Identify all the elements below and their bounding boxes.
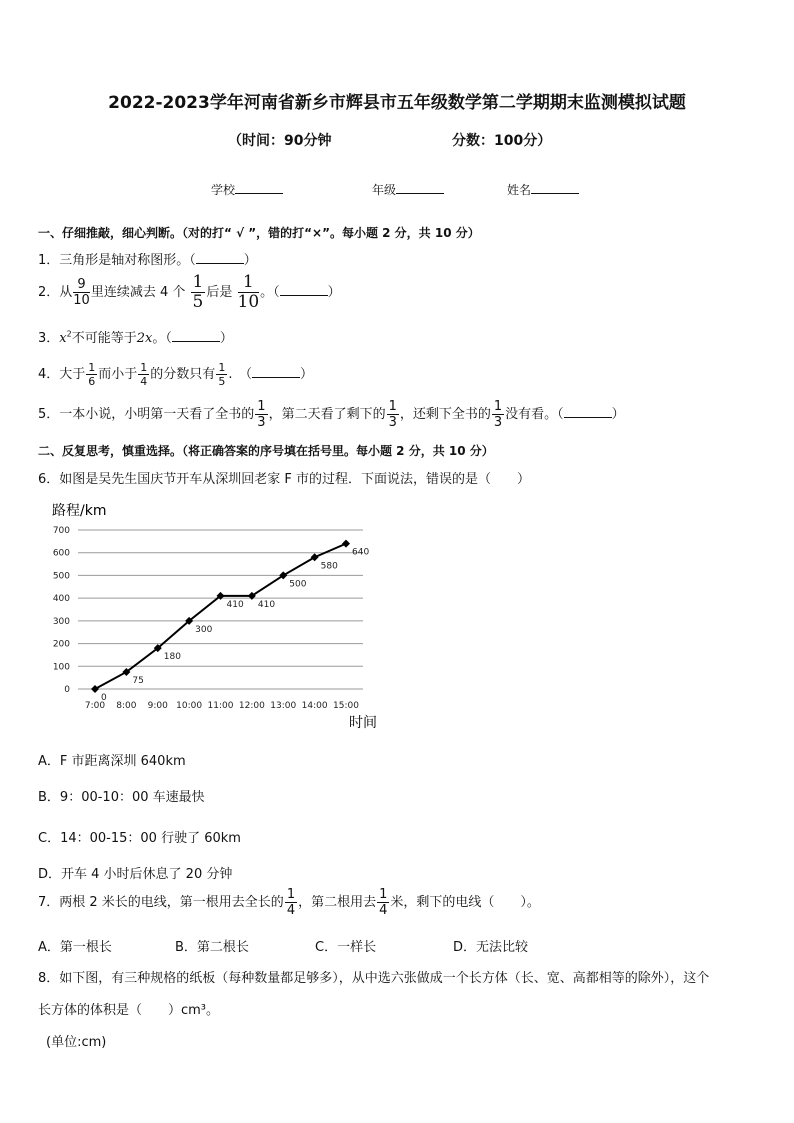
data-point: [311, 553, 319, 561]
option-6b: B．9：00-10：00 车速最快: [38, 790, 205, 805]
numerator: 1: [238, 274, 260, 293]
option-6d: D．开车 4 小时后休息了 20 分钟: [38, 867, 233, 882]
y-tick-label: 100: [52, 662, 70, 673]
x-tick-label: 7:00: [84, 701, 106, 711]
question-8-line1: 8．如下图，有三种规格的纸板（每种数量都足够多），从中选六张做成一个长方体（长、宽、高都相等的除外），这个: [38, 971, 710, 986]
y-tick-label: 600: [52, 548, 70, 559]
q2-mid: 里连续减去 4 个: [90, 285, 186, 300]
grade-field: [372, 181, 444, 198]
data-point: [342, 540, 350, 548]
grade-blank: [396, 181, 444, 194]
fraction: [216, 362, 227, 387]
y-tick-label: 400: [52, 594, 70, 605]
question-2: [38, 274, 341, 311]
denominator: 3: [388, 415, 397, 430]
data-label: 0: [101, 693, 107, 703]
q3-exponent: 2: [66, 329, 72, 339]
page-title: 2022-2023学年河南省新乡市辉县市五年级数学第二学期期末监测模拟试题: [108, 93, 686, 113]
numerator: 9: [73, 278, 90, 293]
option-7c: C．一样长: [315, 940, 377, 955]
y-tick-label: 500: [52, 571, 70, 582]
question-7: [38, 888, 540, 917]
option-6a: A．F 市距离深圳 640km: [38, 754, 186, 769]
data-label: 580: [320, 561, 338, 572]
q3-expr: 2x: [136, 331, 153, 346]
q7-post: 米，剩下的电线（ ）。: [390, 895, 540, 910]
fraction: [138, 362, 149, 387]
numerator: 1: [388, 399, 397, 414]
distance-time-chart: [40, 496, 400, 732]
q5-answer-blank: [564, 405, 612, 418]
q5-mid2: ，还剩下全书的: [399, 407, 491, 422]
denominator: 4: [379, 903, 388, 918]
denominator: 10: [73, 293, 90, 308]
numerator: 1: [140, 361, 148, 374]
q4-post: . （: [228, 367, 252, 382]
numerator: 1: [257, 399, 266, 414]
q3-var: x: [59, 331, 67, 346]
q2-post: 。（: [260, 285, 280, 300]
q3-close: ）: [219, 331, 233, 346]
question-5: [38, 400, 625, 429]
q4-answer-blank: [252, 365, 300, 378]
fraction: [377, 888, 389, 917]
section-1-heading: 一、仔细推敲，细心判断。（对的打“ √ ”，错的打“×”。每小题 2 分，共 10 分）: [38, 226, 480, 240]
x-tick-label: 14:00: [301, 701, 328, 711]
numerator: 1: [192, 272, 204, 292]
x-tick-label: 13:00: [270, 701, 297, 711]
x-tick-label: 11:00: [207, 701, 234, 711]
data-point: [91, 685, 99, 693]
numerator: 1: [286, 887, 296, 902]
exam-time: （时间：90分钟: [228, 133, 332, 149]
exam-score: 分数：100分）: [452, 133, 552, 149]
name-label: 姓名: [507, 183, 532, 197]
q7-mid: ，第二根用去: [298, 895, 377, 910]
q2-mid2: 后是: [206, 285, 233, 300]
q5-post: 没有看。（: [505, 407, 564, 422]
denominator: 4: [286, 903, 296, 918]
fraction: [285, 888, 297, 917]
option-7d: D．无法比较: [453, 940, 529, 955]
question-8-line2: 长方体的体积是（ ）cm³。: [38, 1003, 220, 1018]
fraction: [191, 274, 206, 311]
q4-mid2: 的分数只有: [150, 367, 216, 382]
q2-pre: 2．从: [38, 285, 73, 300]
distance-series-line: [95, 544, 346, 689]
q1-answer-blank: [196, 251, 244, 264]
y-tick-label: 300: [52, 616, 70, 627]
q4-mid: 而小于: [98, 367, 138, 382]
numerator: 1: [493, 399, 503, 414]
question-3: [38, 327, 233, 346]
data-label: 410: [257, 599, 276, 610]
q1-text: 1．三角形是轴对称图形。（: [38, 253, 196, 268]
data-label: 640: [352, 547, 370, 558]
denominator: 6: [88, 375, 96, 388]
fraction: [238, 274, 260, 311]
denominator: 3: [493, 415, 503, 430]
q4-close: ）: [299, 367, 313, 382]
fraction: [492, 400, 504, 429]
q5-close: ）: [611, 407, 625, 422]
denominator: 3: [257, 415, 266, 430]
fraction: [73, 278, 90, 307]
q5-mid: ，第二天看了剩下的: [268, 407, 386, 422]
option-7b: B．第二根长: [175, 940, 249, 955]
q2-answer-blank: [280, 283, 328, 296]
x-tick-label: 15:00: [333, 701, 359, 711]
option-7a: A．第一根长: [38, 940, 112, 955]
y-tick-label: 0: [64, 685, 70, 695]
data-label: 410: [226, 599, 244, 610]
data-label: 500: [289, 579, 307, 590]
x-tick-label: 9:00: [147, 701, 168, 711]
section-2-heading: 二、反复思考，慎重选择。（将正确答案的序号填在括号里。每小题 2 分，共 10 分）: [38, 444, 494, 458]
school-label: 学校: [211, 183, 236, 197]
fraction: [255, 400, 267, 429]
x-tick-label: 8:00: [116, 701, 137, 711]
q3-pre: 3．: [38, 331, 60, 346]
chart-svg: [40, 496, 400, 732]
x-tick-label: 10:00: [176, 701, 203, 711]
denominator: 10: [237, 292, 260, 312]
q3-post: 。（: [152, 331, 172, 346]
denominator: 5: [218, 375, 226, 388]
y-tick-label: 700: [52, 526, 70, 536]
grade-label: 年级: [372, 183, 397, 197]
denominator: 5: [192, 292, 204, 312]
q1-close: ）: [243, 253, 257, 268]
numerator: 1: [88, 361, 96, 374]
question-6: 6．如图是吴先生国庆节开车从深圳回老家 F 市的过程．下面说法，错误的是（ ）: [38, 472, 531, 487]
tick-labels: [53, 526, 359, 711]
q2-close: ）: [327, 285, 341, 300]
x-tick-label: 12:00: [238, 701, 265, 711]
fraction: [387, 400, 399, 429]
q5-pre: 5．一本小说，小明第一天看了全书的: [38, 407, 255, 422]
unit-note: (单位:cm): [46, 1035, 107, 1050]
question-4: [38, 362, 313, 387]
data-label: 180: [163, 652, 181, 663]
question-1: [38, 249, 257, 268]
y-tick-label: 200: [52, 639, 70, 650]
data-labels: [101, 548, 369, 703]
data-label: 300: [195, 624, 213, 635]
q7-pre: 7．两根 2 米长的电线，第一根用去全长的: [38, 895, 284, 910]
name-blank: [531, 181, 579, 194]
school-field: [211, 181, 283, 198]
q3-mid: 不可能等于: [71, 331, 137, 346]
q3-answer-blank: [172, 329, 220, 342]
x-axis-label: 时间: [349, 715, 377, 731]
option-6c: C．14：00-15：00 行驶了 60km: [38, 831, 241, 846]
fraction: [86, 362, 97, 387]
school-blank: [235, 181, 283, 194]
numerator: 1: [218, 361, 226, 374]
numerator: 1: [379, 887, 388, 902]
denominator: 4: [140, 375, 148, 388]
name-field: [507, 181, 579, 198]
q4-pre: 4．大于: [38, 367, 86, 382]
data-label: 75: [132, 675, 144, 686]
y-axis-label: 路程/km: [52, 503, 107, 519]
